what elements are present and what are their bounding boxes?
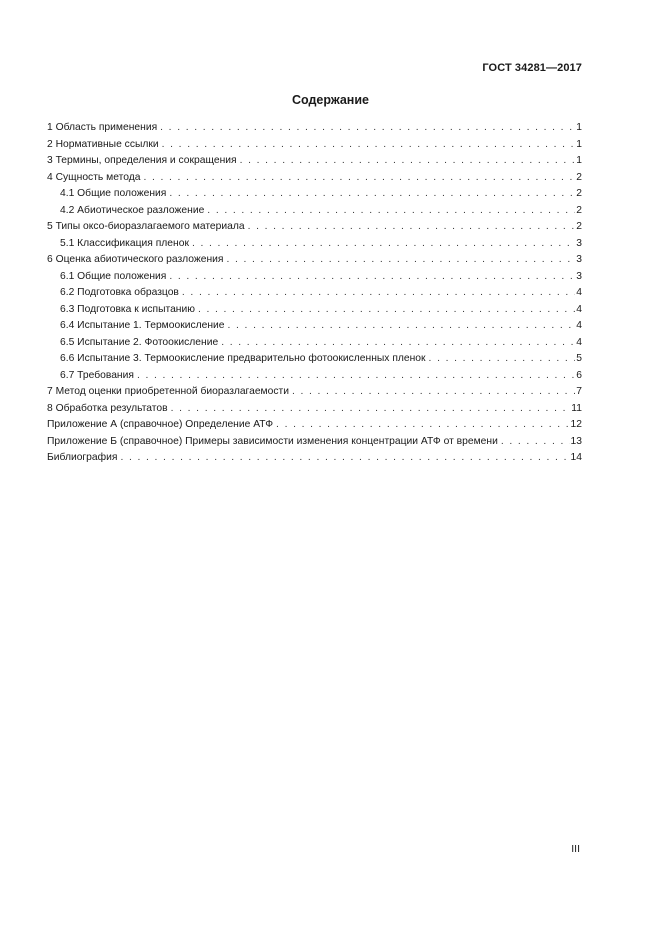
table-of-contents [47,120,582,467]
toc-entry-page: 4 [576,336,582,348]
toc-entry-page: 11 [571,402,582,414]
toc-subentry[interactable] [47,285,582,302]
toc-entry-label: 4.2 Абиотическое разложение [60,204,205,216]
toc-leader [120,450,569,467]
toc-leader [192,236,575,253]
toc-entry-label: Приложение А (справочное) Определение АТФ [47,419,274,430]
toc-entry-label: 5 Типы оксо-биоразлагаемого материала [47,221,245,232]
toc-entry-page: 5 [576,353,582,364]
toc-entry[interactable] [47,401,582,418]
toc-entry-page: 3 [576,254,582,265]
toc-entry-label: 7 Метод оценки приобретенной биоразлагаемости [47,386,289,397]
toc-entry[interactable] [47,417,582,434]
toc-entry-label: 6.3 Подготовка к испытанию [60,303,195,315]
toc-leader [292,384,575,401]
toc-entry[interactable] [47,170,582,187]
toc-entry[interactable] [47,153,582,170]
toc-leader [143,170,575,187]
toc-leader [240,153,576,170]
toc-subentry[interactable] [47,351,582,368]
toc-leader [137,368,575,385]
toc-leader [226,252,575,269]
toc-leader [169,186,575,203]
toc-entry-page: 4 [576,320,582,331]
toc-entry-page: 2 [576,188,582,199]
toc-subentry[interactable] [47,335,582,352]
document-number: ГОСТ 34281—2017 [482,62,582,74]
toc-leader [198,302,575,319]
toc-entry[interactable] [47,120,582,137]
toc-entry-label: Приложение Б (справочное) Примеры зависимости изменения концентрации АТФ от времени [47,435,498,447]
toc-entry-page: 3 [576,237,582,249]
toc-entry-page: 1 [576,155,582,166]
toc-leader [228,318,576,335]
page-number: III [571,843,580,855]
toc-entry-page: 2 [576,171,582,183]
toc-entry-label: 6.6 Испытание 3. Термоокисление предварительно фотоокисленных пленок [60,353,426,364]
toc-leader [501,434,570,451]
toc-leader [276,417,569,434]
toc-leader [207,203,575,220]
toc-entry-label: 6.7 Требования [60,369,134,381]
toc-entry-label: 6.2 Подготовка образцов [60,287,179,298]
toc-entry-page: 1 [576,122,582,133]
toc-entry-page: 6 [576,369,582,381]
toc-entry-label: 4.1 Общие положения [60,188,167,199]
toc-entry-label: 2 Нормативные ссылки [47,138,159,150]
toc-entry[interactable] [47,450,582,467]
toc-entry-page: 14 [570,452,582,463]
toc-entry-page: 4 [576,287,582,298]
toc-subentry[interactable] [47,269,582,286]
toc-subentry[interactable] [47,368,582,385]
toc-subentry[interactable] [47,302,582,319]
toc-leader [221,335,575,352]
toc-entry-page: 7 [576,386,582,397]
toc-leader [171,401,571,418]
toc-entry-label: 4 Сущность метода [47,171,141,183]
toc-entry-label: 6.5 Испытание 2. Фотоокисление [60,336,219,348]
toc-entry[interactable] [47,219,582,236]
toc-entry-page: 2 [576,204,582,216]
toc-leader [162,137,576,154]
toc-entry-label: 8 Обработка результатов [47,402,168,414]
toc-entry[interactable] [47,137,582,154]
toc-leader [169,269,575,286]
toc-subentry[interactable] [47,186,582,203]
page-title: Содержание [291,93,369,107]
toc-subentry[interactable] [47,236,582,253]
toc-entry-page: 12 [570,419,582,430]
toc-leader [429,351,576,368]
toc-entry-label: 6.4 Испытание 1. Термоокисление [60,320,225,331]
toc-leader [248,219,576,236]
toc-entry-label: Библиография [47,452,118,463]
toc-entry-page: 1 [576,138,582,150]
toc-entry-page: 13 [570,435,582,447]
toc-entry-label: 6 Оценка абиотического разложения [47,254,224,265]
toc-entry-page: 3 [576,270,582,282]
toc-subentry[interactable] [47,318,582,335]
toc-entry[interactable] [47,434,582,451]
toc-entry-label: 1 Область применения [47,122,158,133]
toc-entry[interactable] [47,252,582,269]
toc-entry-page: 2 [576,221,582,232]
toc-entry-label: 6.1 Общие положения [60,270,167,282]
toc-entry-label: 5.1 Классификация пленок [60,237,189,249]
toc-entry-label: 3 Термины, определения и сокращения [47,155,237,166]
toc-entry[interactable] [47,384,582,401]
toc-subentry[interactable] [47,203,582,220]
toc-leader [160,120,575,137]
toc-leader [182,285,575,302]
toc-entry-page: 4 [576,303,582,315]
